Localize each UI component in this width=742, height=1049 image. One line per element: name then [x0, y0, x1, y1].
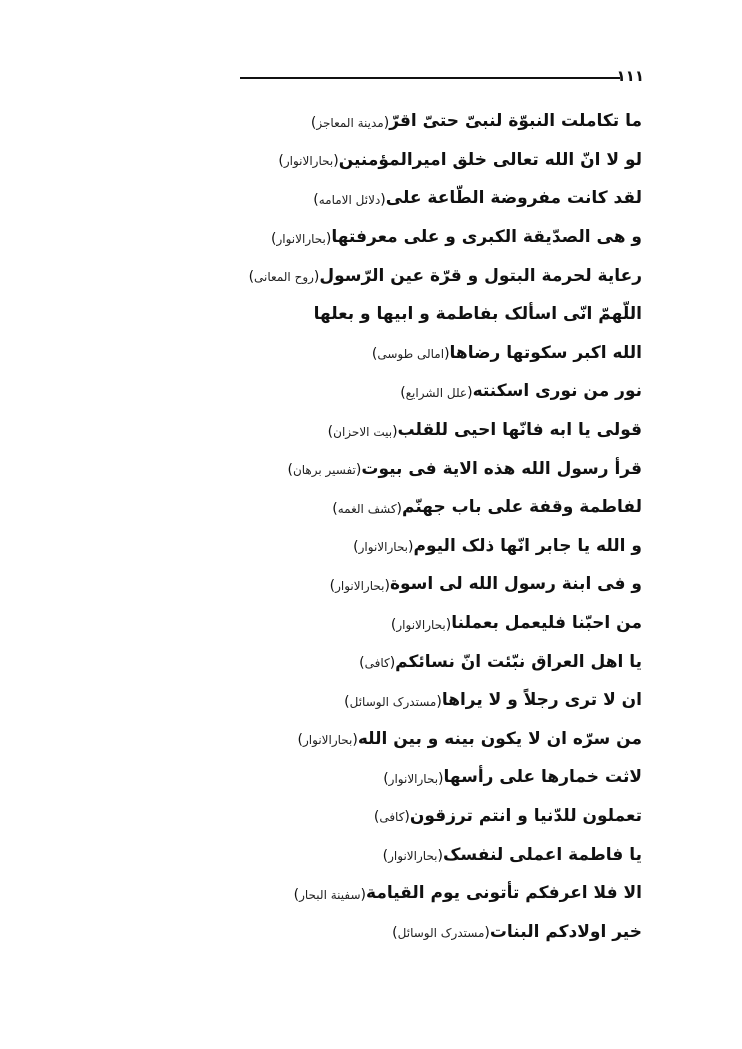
- line-phrase: لو لا انّ الله تعالی خلق امیرالمؤمنین: [338, 149, 642, 170]
- line-phrase: لقد کانت مفروضة الطّاعة علی: [385, 188, 642, 209]
- citation-source: بحارالانوار: [396, 617, 446, 632]
- line-phrase: و الله یا جابر انّها ذلک الیوم: [413, 535, 642, 556]
- line-phrase: لفاطمة وقفة علی باب جهنّم: [402, 497, 642, 518]
- line-phrase: ان لا تری رجلاً و لا یراها: [441, 690, 642, 711]
- citation-source: بحارالانوار: [276, 231, 326, 246]
- text-line: [222, 835, 642, 874]
- citation-source: تفسیر برهان: [292, 463, 356, 478]
- citation-source: کافی: [364, 656, 390, 671]
- text-line: [222, 372, 642, 411]
- text-line: [222, 565, 642, 604]
- text-lines: [222, 102, 642, 951]
- citation-source: علل الشرایع: [405, 385, 468, 400]
- page-header: [240, 66, 644, 92]
- text-line: [222, 797, 642, 836]
- line-phrase: من سرّه ان لا یکون بینه و بین الله: [357, 728, 642, 749]
- line-phrase: و هی الصدّیقة الکبری و علی معرفتها: [331, 227, 642, 248]
- line-citation: (علل الشرایع): [400, 384, 473, 401]
- citation-source: مدینة المعاجز: [316, 115, 384, 130]
- line-citation: (تفسیر برهان): [287, 462, 362, 479]
- text-line: [222, 681, 642, 720]
- line-citation: (مستدرک الوسائل): [392, 925, 490, 942]
- line-phrase: نور من نوری اسکنته: [472, 381, 642, 402]
- text-line: [222, 527, 642, 566]
- line-phrase: من احبّنا فلیعمل بعملنا: [451, 613, 642, 634]
- text-line: [222, 179, 642, 218]
- text-line: [222, 604, 642, 643]
- line-citation: (بیت الاحزان): [327, 423, 398, 440]
- page-number: ۱۱۱: [616, 67, 644, 85]
- line-citation: (کافی): [373, 809, 410, 826]
- line-citation: (امالی طوسی): [371, 346, 450, 363]
- text-line: [222, 256, 642, 295]
- text-line: [222, 411, 642, 450]
- citation-source: بحارالانوار: [302, 733, 353, 748]
- header-rule: [240, 77, 620, 79]
- line-phrase: قولی یا ابه فانّها احیی للقلب: [397, 420, 642, 441]
- line-phrase: و فی ابنة رسول الله لی اسوة: [389, 574, 642, 595]
- line-citation: (مستدرک الوسائل): [344, 693, 442, 710]
- line-citation: (بحارالانوار): [382, 848, 443, 865]
- text-line: [222, 912, 642, 951]
- line-citation: (بحارالانوار): [390, 616, 452, 633]
- citation-source: مستدرک الوسائل: [349, 694, 437, 709]
- line-citation: (کشف الغمه): [332, 500, 403, 517]
- line-phrase: تعملون للدّنیا و انتم ترزقون: [409, 805, 642, 826]
- citation-source: کافی: [379, 810, 405, 825]
- citation-source: بحارالانوار: [335, 578, 385, 593]
- text-line: [222, 758, 642, 797]
- citation-source: بحارالانوار: [388, 771, 439, 786]
- line-citation: (روح المعانی): [248, 269, 320, 286]
- citation-source: دلائل الامامه: [318, 192, 381, 207]
- text-line: [222, 874, 642, 913]
- text-line: [222, 334, 642, 373]
- line-citation: (بحارالانوار): [353, 539, 414, 556]
- line-phrase: یا فاطمة اعملی لنفسک: [443, 844, 642, 865]
- line-citation: (بحارالانوار): [271, 230, 332, 247]
- line-phrase: خیر اولادکم البنات: [489, 921, 642, 942]
- line-phrase: الا فلا اعرفکم تأتونی یوم القیامة: [366, 883, 642, 904]
- text-line: [222, 449, 642, 488]
- line-phrase: اللّهمّ انّی اسألک بفاطمة و ابیها و بعلها: [313, 304, 642, 325]
- text-line: [222, 488, 642, 527]
- line-phrase: قرأ رسول الله هذه الایة فی بیوت: [361, 458, 642, 479]
- text-line: [222, 642, 642, 681]
- line-citation: (بحارالانوار): [278, 153, 339, 170]
- text-line: [222, 720, 642, 759]
- line-phrase: ما تکاملت النبوّة لنبیّ حتیّ اقرّ: [389, 111, 642, 132]
- citation-source: کشف الغمه: [337, 501, 397, 516]
- citation-source: روح المعانی: [254, 270, 314, 285]
- text-line: [222, 102, 642, 141]
- line-citation: (مدینة المعاجز): [310, 114, 390, 131]
- line-citation: (بحارالانوار): [383, 770, 444, 787]
- line-citation: (بحارالانوار): [329, 577, 390, 594]
- text-line: [222, 218, 642, 257]
- citation-source: بحارالانوار: [358, 540, 409, 555]
- line-citation: (دلائل الامامه): [313, 191, 386, 208]
- line-citation: (سفینة البحار): [293, 886, 367, 903]
- line-phrase: یا اهل العراق نبّئت انّ نسائکم: [395, 651, 642, 672]
- line-phrase: لاثت خمارها علی رأسها: [443, 767, 642, 788]
- line-phrase: رعایة لحرمة البتول و قرّة عین الرّسول: [319, 265, 642, 286]
- text-line: [222, 295, 642, 334]
- text-line: [222, 141, 642, 180]
- line-phrase: الله اکبر سکوتها رضاها: [449, 342, 642, 363]
- citation-source: بحارالانوار: [388, 849, 438, 864]
- citation-source: امالی طوسی: [377, 347, 445, 362]
- line-citation: (کافی): [359, 655, 396, 672]
- citation-source: سفینة البحار: [299, 887, 361, 902]
- citation-source: مستدرک الوسائل: [397, 926, 485, 941]
- citation-source: بحارالانوار: [283, 154, 334, 169]
- citation-source: بیت الاحزان: [333, 424, 393, 439]
- line-citation: (بحارالانوار): [297, 732, 358, 749]
